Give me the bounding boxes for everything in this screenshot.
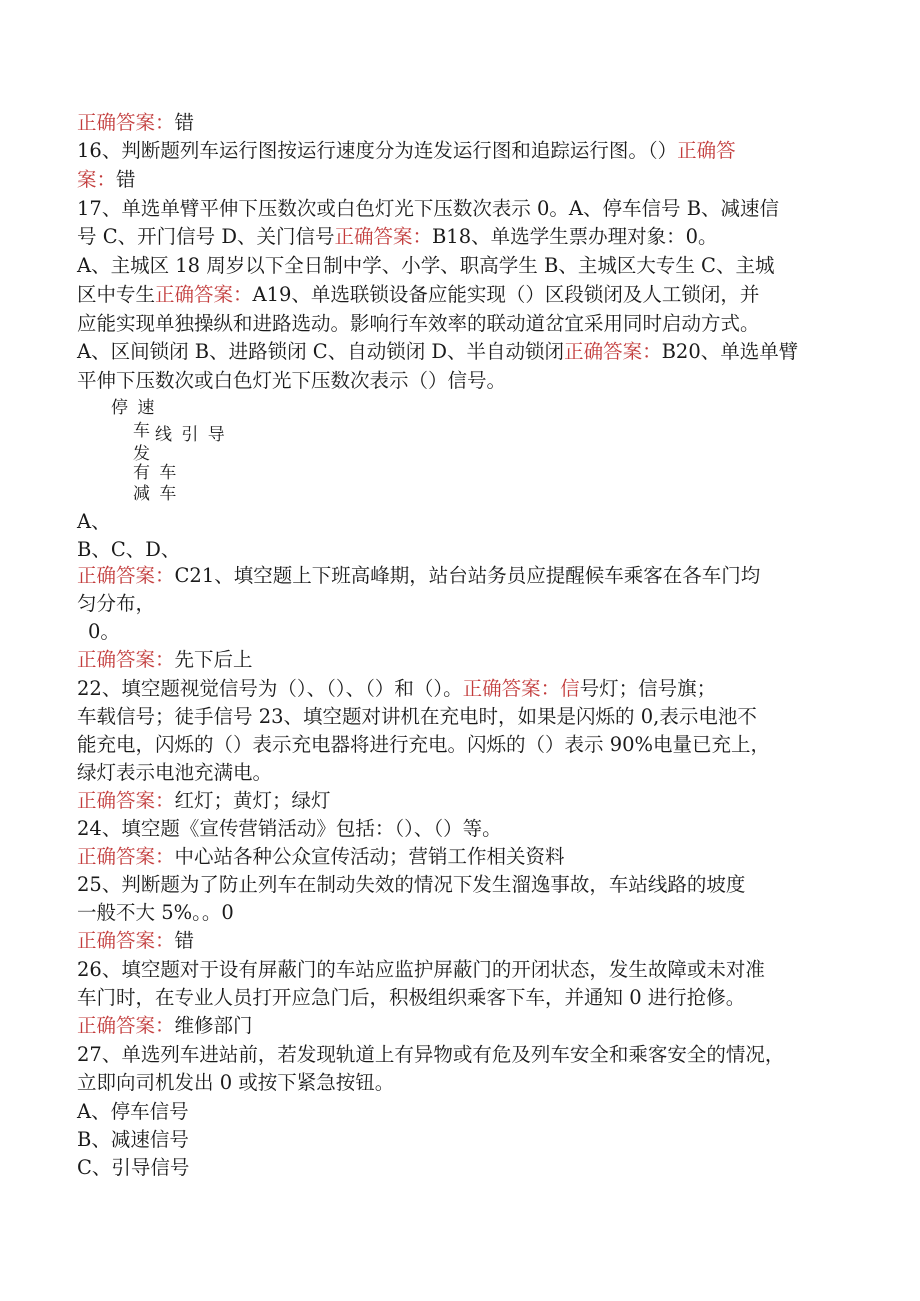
question-21-cont xyxy=(77,590,847,618)
option-line xyxy=(77,1098,847,1126)
answer-line xyxy=(77,166,847,194)
option-fragment: 停 速 xyxy=(111,398,157,418)
option-line xyxy=(77,1126,847,1154)
question-text: 16、判断题列车运行图按运行速度分为连发运行图和追踪运行图。（） xyxy=(77,139,678,162)
option-text: A、停车信号 xyxy=(77,1100,189,1123)
option-fragment: 线 引 导 xyxy=(155,425,227,445)
answer-value: B20、单选单臂 xyxy=(661,340,799,363)
question-text: 25、判断题为了防止列车在制动失效的情况下发生溜逸事故，车站线路的坡度 xyxy=(77,873,746,896)
question-text: 匀分布， xyxy=(77,592,156,615)
question-23 xyxy=(77,703,847,731)
question-23-cont xyxy=(77,759,847,787)
answer-line xyxy=(77,646,847,674)
answer-label: 正确答案： xyxy=(77,564,175,587)
answer-value: 中心站各种公众宣传活动；营销工作相关资料 xyxy=(174,845,565,868)
option-fragment: 有 车 xyxy=(133,463,179,483)
answer-label: 正确答案： xyxy=(564,340,662,363)
answer-label: 正确答案： xyxy=(77,111,175,134)
question-text: 号 C、开门信号 D、关门信号 xyxy=(77,225,335,248)
question-text: 应能实现单独操纵和进路选动。影响行车效率的联动道岔宜采用同时启动方式。 xyxy=(77,312,760,335)
answer-label: 正确答案： xyxy=(77,789,175,812)
question-text: 平伸下压数次或白色灯光下压数次表示（）信号。 xyxy=(77,369,507,392)
question-17 xyxy=(77,195,847,223)
question-25 xyxy=(77,871,847,899)
question-text: 一般不大 5%。。0 xyxy=(77,901,234,924)
answer-line xyxy=(77,109,847,137)
option-text: B、减速信号 xyxy=(77,1128,189,1151)
question-text: 能充电，闪烁的（）表示充电器将进行充电。闪烁的（）表示 90%电量已充上， xyxy=(77,733,771,756)
answer-value: 先下后上 xyxy=(174,648,253,671)
answer-value: 号灯；信号旗； xyxy=(579,677,717,700)
option-fragment: 发 xyxy=(133,444,152,464)
question-24 xyxy=(77,815,847,843)
answer-line xyxy=(77,562,847,590)
question-27 xyxy=(77,1041,847,1069)
question-text: 绿灯表示电池充满电。 xyxy=(77,761,273,784)
answer-value: 错 xyxy=(174,929,195,952)
question-20-cont xyxy=(77,367,847,395)
question-text: A、区间锁闭 B、进路锁闭 C、自动锁闭 D、半自动锁闭 xyxy=(77,340,565,363)
question-21-cont xyxy=(88,618,858,646)
question-text: 27、单选列车进站前，若发现轨道上有异物或有危及列车安全和乘客安全的情况， xyxy=(77,1043,785,1066)
question-23-cont xyxy=(77,731,847,759)
option-line xyxy=(77,1154,847,1182)
question-26-cont xyxy=(77,984,847,1012)
question-16 xyxy=(77,137,847,165)
answer-line xyxy=(77,927,847,955)
option-fragment: 车 xyxy=(133,421,152,441)
option-fragment: 减 车 xyxy=(133,484,179,504)
answer-value: B18、单选学生票办理对象：0。 xyxy=(431,225,718,248)
question-22 xyxy=(77,675,847,703)
question-text: 区中专生 xyxy=(77,283,156,306)
option-text: B、C、D、 xyxy=(77,538,181,561)
answer-label: 正确答案： xyxy=(334,225,432,248)
question-text: 车门时，在专业人员打开应急门后，积极组织乘客下车，并通知 0 进行抢修。 xyxy=(77,986,746,1009)
answer-label-tail: 案： xyxy=(77,168,117,191)
answer-label: 正确答案： xyxy=(77,1014,175,1037)
answer-label: 正确答案： xyxy=(77,929,175,952)
question-text: 0。 xyxy=(88,620,120,643)
option-line xyxy=(77,508,847,536)
question-19-cont xyxy=(77,310,847,338)
question-18-options xyxy=(77,252,847,280)
answer-value: 维修部门 xyxy=(174,1014,253,1037)
option-text: A、 xyxy=(77,510,111,533)
answer-label-head: 正确答 xyxy=(677,139,736,162)
question-text: 22、填空题视觉信号为（）、（）、（）和（）。 xyxy=(77,677,463,700)
question-19-options xyxy=(77,338,847,366)
answer-label: 正确答案： xyxy=(77,648,175,671)
answer-line xyxy=(77,843,847,871)
question-25-cont xyxy=(77,899,847,927)
answer-line xyxy=(77,1012,847,1040)
answer-value: 错 xyxy=(174,111,195,134)
answer-value: 红灯；黄灯；绿灯 xyxy=(174,789,331,812)
answer-label: 正确答案： xyxy=(77,845,175,868)
question-27-cont xyxy=(77,1069,847,1097)
question-26 xyxy=(77,956,847,984)
question-text: 24、填空题《宣传营销活动》包括：（）、（）等。 xyxy=(77,817,502,840)
answer-value: C21、填空题上下班高峰期，站台站务员应提醒候车乘客在各车门均 xyxy=(174,564,761,587)
question-text: A、主城区 18 周岁以下全日制中学、小学、职高学生 B、主城区大专生 C、主城 xyxy=(77,254,775,277)
question-18-cont xyxy=(77,281,847,309)
question-text: 17、单选单臂平伸下压数次或白色灯光下压数次表示 0。A、停车信号 B、减速信 xyxy=(77,197,780,220)
question-17-cont xyxy=(77,223,847,251)
answer-line xyxy=(77,787,847,815)
answer-value: A19、单选联锁设备应能实现（）区段锁闭及人工锁闭，并 xyxy=(252,283,760,306)
option-line xyxy=(77,536,847,564)
question-text: 26、填空题对于设有屏蔽门的车站应监护屏蔽门的开闭状态，发生故障或未对准 xyxy=(77,958,765,981)
question-text: 立即向司机发出 0 或按下紧急按钮。 xyxy=(77,1071,395,1094)
answer-value: 错 xyxy=(116,168,136,191)
answer-label: 正确答案：信 xyxy=(462,677,580,700)
option-text: C、引导信号 xyxy=(77,1156,190,1179)
question-text: 车载信号；徒手信号 23、填空题对讲机在充电时，如果是闪烁的 0,表示电池不 xyxy=(77,705,757,728)
answer-label: 正确答案： xyxy=(155,283,253,306)
